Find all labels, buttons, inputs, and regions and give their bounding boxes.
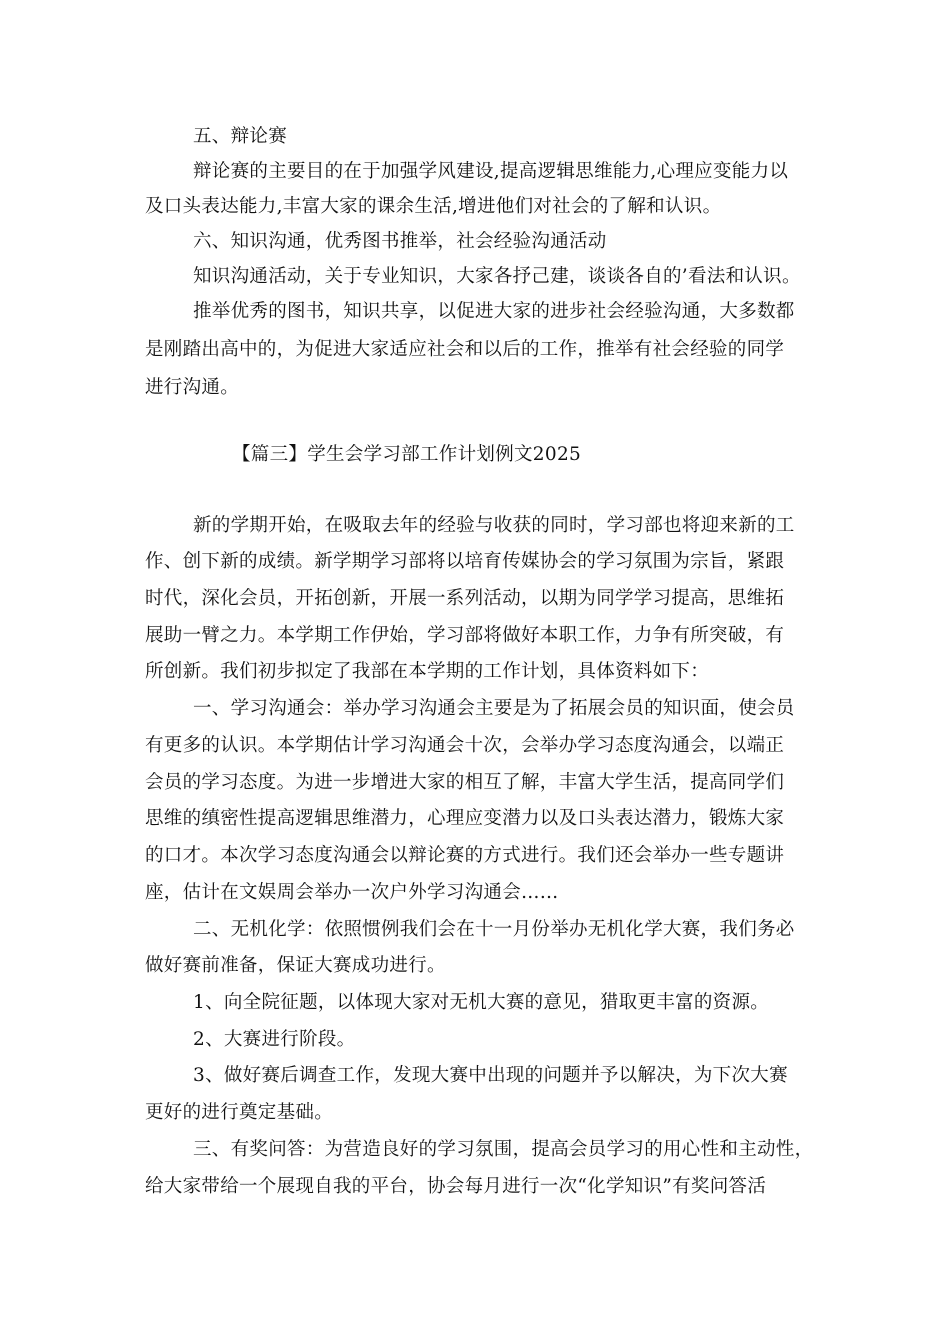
section-heading-knowledge: 六、知识沟通，优秀图书推举，社会经验沟通活动 xyxy=(193,231,607,252)
paragraph-line: 知识沟通活动，关于专业知识，大家各抒己建，谈谈各自的’看法和认识。 xyxy=(193,266,801,287)
paragraph-line: 一、学习沟通会：举办学习沟通会主要是为了拓展会员的知识面，使会员 xyxy=(193,698,795,719)
list-item: 2、大赛进行阶段。 xyxy=(193,1029,356,1050)
paragraph-line: 思维的缜密性提高逻辑思维潜力，心理应变潜力以及口头表达潜力，锻炼大家 xyxy=(145,808,785,829)
paragraph-line: 所创新。我们初步拟定了我部在本学期的工作计划，具体资料如下： xyxy=(145,661,710,682)
paragraph-line: 有更多的认识。本学期估计学习沟通会十次，会举办学习态度沟通会，以端正 xyxy=(145,735,785,756)
paragraph-line: 推举优秀的图书，知识共享，以促进大家的进步社会经验沟通，大多数都 xyxy=(193,301,795,322)
paragraph-line: 及口头表达能力,丰富大家的课余生活,增进他们对社会的了解和认识。 xyxy=(145,196,722,217)
article-title: 【篇三】学生会学习部工作计划例文2025 xyxy=(232,444,582,465)
paragraph-line: 座，估计在文娱周会举办一次户外学习沟通会…… xyxy=(145,882,559,903)
paragraph-line: 给大家带给一个展现自我的平台，协会每月进行一次“化学知识”有奖问答活 xyxy=(145,1176,767,1197)
paragraph-line: 进行沟通。 xyxy=(145,377,240,398)
paragraph-line: 会员的学习态度。为进一步增进大家的相互了解，丰富大学生活，提高同学们 xyxy=(145,772,785,793)
paragraph-line: 做好赛前准备，保证大赛成功进行。 xyxy=(145,955,446,976)
paragraph-line: 新的学期开始，在吸取去年的经验与收获的同时，学习部也将迎来新的工 xyxy=(193,515,795,536)
paragraph-line: 二、无机化学：依照惯例我们会在十一月份举办无机化学大赛，我们务必 xyxy=(193,919,795,940)
paragraph-line: 作、创下新的成绩。新学期学习部将以培育传媒协会的学习氛围为宗旨，紧跟 xyxy=(145,551,785,572)
paragraph-line: 时代，深化会员，开拓创新，开展一系列活动，以期为同学学习提高，思维拓 xyxy=(145,588,785,609)
paragraph-line: 辩论赛的主要目的在于加强学风建设,提高逻辑思维能力,心理应变能力以 xyxy=(193,161,789,182)
paragraph-line: 是刚踏出高中的，为促进大家适应社会和以后的工作，推举有社会经验的同学 xyxy=(145,339,785,360)
paragraph-line: 展助一臂之力。本学期工作伊始，学习部将做好本职工作，力争有所突破，有 xyxy=(145,625,785,646)
section-heading-debate: 五、辩论赛 xyxy=(193,126,288,147)
list-item: 3、做好赛后调查工作，发现大赛中出现的问题并予以解决，为下次大赛 xyxy=(193,1065,788,1086)
list-item: 1、向全院征题，以体现大家对无机大赛的意见，猎取更丰富的资源。 xyxy=(193,992,770,1013)
paragraph-line: 的口才。本次学习态度沟通会以辩论赛的方式进行。我们还会举办一些专题讲 xyxy=(145,845,785,866)
paragraph-line: 三、有奖问答：为营造良好的学习氛围，提高会员学习的用心性和主动性， xyxy=(193,1139,814,1160)
paragraph-line: 更好的进行奠定基础。 xyxy=(145,1102,334,1123)
